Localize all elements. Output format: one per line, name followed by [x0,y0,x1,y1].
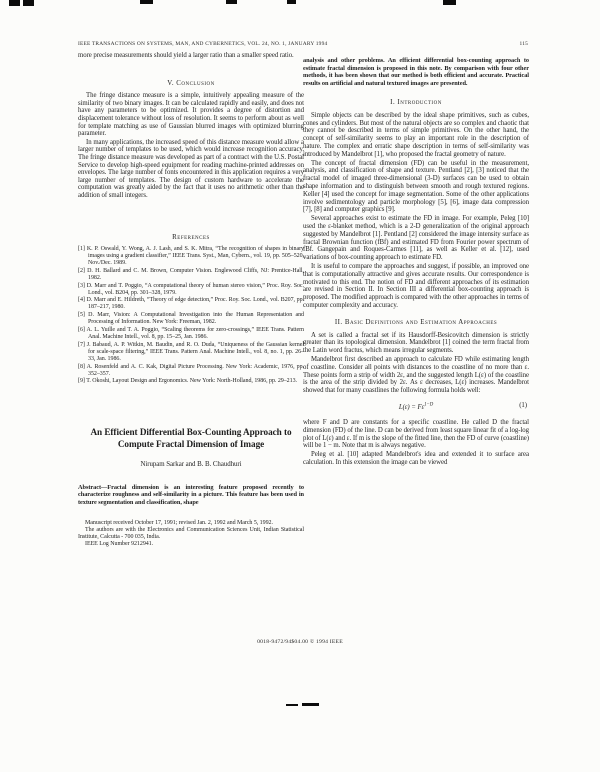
body-paragraph: Mandelbrot first described an approach to calculate FD while estimating length of coastline. Consider all points with distances to the coastline of no more than ε. These points form a strip of width 2ε, and the suggested length L(ε) of the coastline is the area of the strip divided by 2ε. As ε decreases, L(ε) increases. Mandelbrot showed that for many coastlines the following formula holds well: [303,355,529,395]
manuscript-footnote [78,520,304,548]
title-line: Compute Fractal Dimension of Image [117,438,265,449]
journal-title: IEEE TRANSACTIONS ON SYSTEMS, MAN, AND CYBERNETICS, VOL. 24, NO. 1, JANUARY 1994 [78,41,328,47]
copyright-line: 0018-9472/94$04.00 © 1994 IEEE [257,639,343,645]
reference-item: [1] K. P. Oswald, Y. Wong, A. J. Lash, and S. K. Mitra, “The recognition of shapes in binary images using a gradient classifier,” IEEE Trans. Syst., Man, Cybern., vol. 19, pp. 505–520, Nov./Dec. 1989. [78,246,304,266]
right-column [303,57,529,468]
equation-lhs: L(ε) = Fε [398,404,425,412]
equation-number: (1) [519,401,527,409]
page-number: 115 [519,41,528,47]
equation-body [399,404,433,411]
footnote-line: The authors are with the Electronics and Communication Sciences Unit, Indian Statistical Institute, Calcutta - 700 035, India. [78,527,304,541]
body-paragraph: Peleg et al. [10] adapted Mandelbrot's idea and extended it to surface area calculation. In this extension the image can be viewed [303,451,529,466]
body-paragraph: It is useful to compare the approaches and suggest, if possible, an improved one that is computationally attractive and gives accurate results. Our correspondence is motivated to this end. The notion of FD and different approaches of its estimation are revised in Section II. In Section III a differential box-counting approach is proposed. The modified approach is compared with the other approaches in terms of computer complexity and accuracy. [303,262,529,309]
introduction-heading: I. Introduction [390,99,442,106]
body-paragraph: Simple objects can be described by the ideal shape primitives, such as cubes, cones and cylinders. But most of the natural objects are so complex and chaotic that they cannot be described in terms of simple primitives. On the other hand, the concept of self-similarity seems to play an important role in the description of nature. The complex and erratic shape description in terms of self-similarity was introduced by Mandelbrot [1], who proposed the fractal geometry of nature. [303,111,529,158]
reference-item: [6] A. L. Yuille and T. A. Poggio, “Scaling theorems for zero-crossings,” IEEE Trans. Pattern Anal. Machine Intell., vol. 8, pp. 15–25, Jan. 1986. [78,327,304,340]
title-line: An Efficient Differential Box-Counting Approach to [90,427,292,438]
conclusion-paragraph: In many applications, the increased speed of this distance measure would allow a larger number of templates to be used, which would increase recognition accuracy. The fringe distance measure was developed as part of a contract with the U.S. Postal Service to develop high-speed equipment for reading machine-printed addresses on envelopes. The large number of fonts encountered in this application requires a very large number of templates. The design of custom hardware to accelerate the computation was greatly aided by the fact that it uses no arithmetic other than the addition of small integers. [78,138,304,199]
carryover-paragraph: more precise measurements should yield a larger ratio than a smaller speed ratio. [78,52,294,59]
abstract-paragraph: Abstract—Fractal dimension is an interesting feature proposed recently to characterize roughness and self-similarity in a picture. This feature has been used in texture segmentation and classification, shape [78,483,304,506]
reference-item: [8] A. Rosenfeld and A. C. Kak, Digital Picture Processing. New York: Academic, 1976, pp. 352–357. [78,363,304,377]
equation-1 [303,402,529,412]
footnote-line: Manuscript received October 17, 1991; revised Jan. 2, 1992 and March 5, 1992. [85,520,273,527]
reference-item: [4] D. Marr and E. Hildreth, “Theory of edge detection,” Proc. Roy. Soc. Lond., vol. B207, pp. 187–217, 1980. [78,297,304,311]
reference-item: [2] D. H. Ballard and C. M. Brown, Computer Vision. Englewood Cliffs, NJ: Prentice-Hall, 1982. [78,267,304,281]
next-paper-title [78,427,304,450]
references-heading: References [172,233,210,241]
equation-exponent: 1−D [424,402,434,408]
reference-item: [9] T. Okoshi, Layout Design and Ergonomics. New York: North-Holland, 1986, pp. 29–213. [78,378,297,385]
reference-item: [3] D. Marr and T. Poggio, “A computational theory of human stereo vision,” Proc. Roy. Soc. Lond., vol. B204, pp. 301–328, 1979. [78,282,304,296]
footnote-line: IEEE Log Number 9212941. [85,541,154,548]
reference-item: [7] J. Babaud, A. P. Witkin, M. Baudin, and R. O. Duda, “Uniqueness of the Gaussian kernel for scale-space filtering,” IEEE Trans. Pattern Anal. Machine Intell., vol. 8, no. 1, pp. 26–33, Jan. 1986. [78,341,304,362]
conclusion-heading: V. Conclusion [167,79,215,87]
section2-heading: II. Basic Definitions and Estimation Approaches [334,318,498,326]
running-header [78,41,528,47]
body-paragraph: A set is called a fractal set if its Hausdorff-Besicovitch dimension is strictly greater than its topological dimension. Mandelbrot [1] coined the term fractal from the Latin word fractus, which means irregular segments. [303,331,529,355]
next-paper-authors: Nirupam Sarkar and B. B. Chaudhuri [140,461,242,469]
references-list [78,246,304,385]
reference-item: [5] D. Marr, Vision: A Computational Investigation into the Human Representation and Processing of Information. New York: Freeman, 1982. [78,312,304,326]
body-paragraph: The concept of fractal dimension (FD) can be useful in the measurement, analysis, and classification of shape and texture. Pentland [2], [3] noticed that the fractal model of imaged three-dimensional (3-D) surfaces can be used to obtain shape information and to distinguish between smooth and rough textured regions. Keller [4] used the concept for image segmentation. Some of the other applications involve sedimentology and particle morphology [5], [6], image data compression [7], [8] and computer graphics [9]. [303,159,529,214]
conclusion-paragraph: The fringe distance measure is a simple, intuitively appealing measure of the similarity of two binary images. It can be calculated rapidly and easily, and does not have any parameters to be optimized. It provides a degree of distortion and displacement tolerance without loss of resolution. It seems to perform about as well for template matching as use of Gaussian blurred images with optimized blurring parameter. [78,92,304,138]
left-column [78,52,304,548]
body-paragraph: where F and D are constants for a specific coastline. He called D the fractal dimension (FD) of the line. D can be derived from least square linear fit of a log-log plot of L(ε) and ε. If m is the slope of the fitted line, then the FD of curve (coastline) will be 1 − m. Note that m is always negative. [303,418,529,450]
abstract-continuation: analysis and other problems. An efficient differential box-counting approach to estimate fractal dimension is proposed in this note. By comparison with four other methods, it has been shown that our method is both efficient and accurate. Practical results on artificial and natural textured images are presented. [303,57,529,87]
body-paragraph: Several approaches exist to estimate the FD in image. For example, Peleg [10] used the ε-blanket method, which is a 2-D generalization of the original approach suggested by Mandelbrot [1]. Pentland [2] considered the image intensity surface as fractal Brownian function (fBf) and estimated FD from Fourier power spectrum of fBf. Gangepain and Roques-Carmes [11], as well as Keller et al. [12], used variations of box-counting approach to estimate FD. [303,215,529,262]
